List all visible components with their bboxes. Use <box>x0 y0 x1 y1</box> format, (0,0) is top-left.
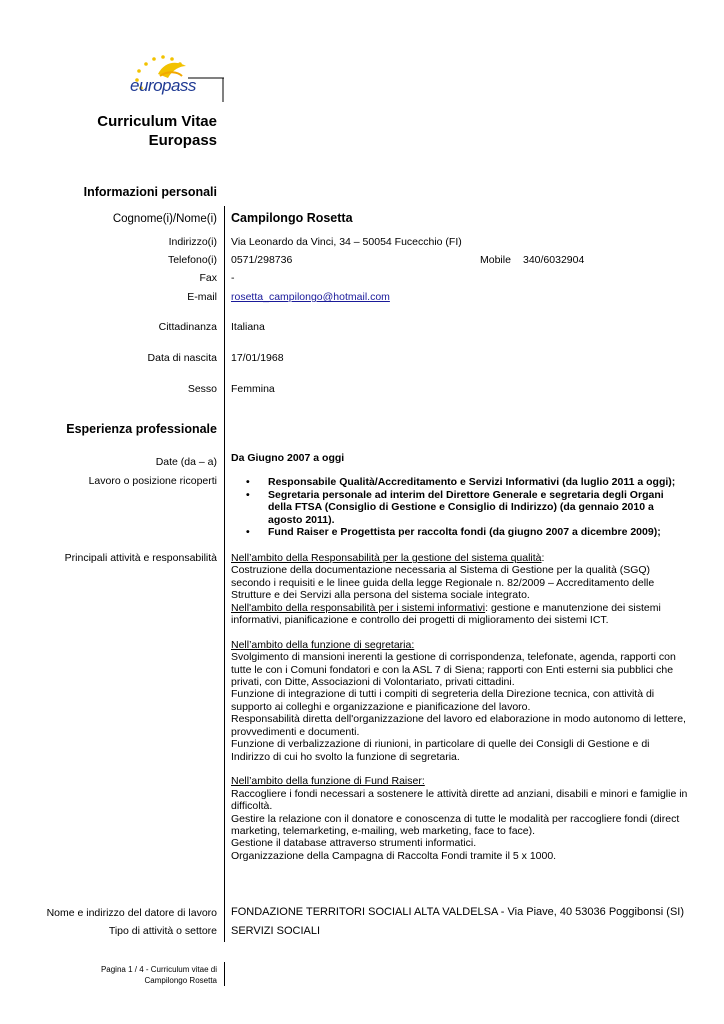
role-label: Lavoro o posizione ricoperti <box>88 475 217 487</box>
role-list <box>231 476 686 539</box>
secretary-line: Svolgimento di mansioni inerenti la gestione di corrispondenza, telefonate, agenda, rapporti con tutte le con i Comuni fondatori e con la ASL 7 di Siena; rapporti con Enti esterni sia pubblici che privati, con Ditte, Associazioni di Volontariato, privati cittadini. <box>231 651 676 689</box>
address-value: Via Leonardo da Vinci, 34 – 50054 Fucecchio (FI) <box>231 236 462 248</box>
column-divider <box>224 206 225 942</box>
fundraiser-line: Raccogliere i fondi necessari a sostenere le attività dirette ad anziani, disabili e minori e famiglie in difficoltà. <box>231 787 688 813</box>
role-text: Fund Raiser e Progettista per raccolta fondi (da giugno 2007 a dicembre 2009); <box>268 526 661 538</box>
mobile-label: Mobile <box>480 254 511 266</box>
europass-logo <box>124 52 228 102</box>
activities-label: Principali attività e responsabilità <box>64 552 217 564</box>
bullet-icon: • <box>246 488 250 501</box>
mobile-value: 340/6032904 <box>523 254 585 266</box>
secretary-heading: Nell’ambito della funzione di segretaria: <box>231 638 415 651</box>
birthdate-value: 17/01/1968 <box>231 352 284 364</box>
role-text: Segretaria personale ad interim del Direttore Generale e segretaria degli Organi della FTSA (Consiglio di Gestione e Consiglio di Indirizzo) (da gennaio 2010 a agosto 2011). <box>268 488 664 526</box>
fax-label: Fax <box>199 272 217 284</box>
quality-text: Costruzione della documentazione necessaria al Sistema di Gestione per la qualità (SGQ) secondo i requisiti e le linee guida della legge Regionale n. 82/2009 – Accreditamento delle Strutture e dei Servizi alla persona del sistema sociale integrato. <box>231 564 655 602</box>
full-name: Campilongo Rosetta <box>231 211 353 225</box>
secretary-line: Responsabilità diretta dell'organizzazione del lavoro ed elaborazione in modo autonomo di lettere, provvedimenti e documenti. <box>231 713 686 738</box>
list-item <box>231 476 686 489</box>
footer-divider <box>224 962 225 986</box>
fundraiser-line: Organizzazione della Campagna di Raccolta Fondi tramite il 5 x 1000. <box>231 849 557 862</box>
bullet-icon: • <box>246 476 250 488</box>
secretary-line: Funzione di integrazione di tutti i compiti di segreteria della Direzione tecnica, con attività di supporto ai colleghi e organizzazione e pianificazione del lavoro. <box>231 688 655 713</box>
birthdate-label: Data di nascita <box>147 352 217 364</box>
employer-value: FONDAZIONE TERRITORI SOCIALI ALTA VALDELSA - Via Piave, 40 53036 Poggibonsi (SI) <box>231 906 685 918</box>
secretary-line: Funzione di verbalizzazione di riunioni, in particolare di quelle dei Consigli di Gestione e di Indirizzo di cui ho svolto la funzione di segretaria. <box>231 738 650 763</box>
section-personal-info: Informazioni personali <box>83 185 217 199</box>
citizenship-value: Italiana <box>231 321 265 333</box>
sex-label: Sesso <box>187 383 217 395</box>
address-label: Indirizzo(i) <box>168 236 217 248</box>
footer-line1: Pagina 1 / 4 - Curriculum vitae di <box>100 965 217 974</box>
fundraiser-line: Gestione il database attraverso strumenti informatici. <box>231 837 477 850</box>
phone-label: Telefono(i) <box>167 254 217 266</box>
name-label: Cognome(i)/Nome(i) <box>112 213 217 225</box>
sex-value: Femmina <box>231 383 275 395</box>
footer-line2: Campilongo Rosetta <box>144 976 217 985</box>
list-item <box>231 526 686 539</box>
citizenship-label: Cittadinanza <box>158 321 217 333</box>
fundraiser-heading: Nell’ambito della funzione di Fund Raiser: <box>231 775 425 788</box>
email-link[interactable]: rosetta_campilongo@hotmail.com <box>231 291 390 303</box>
date-label: Date (da – a) <box>155 456 217 468</box>
quality-heading: Nell’ambito della Responsabilità per la gestione del sistema qualità <box>231 552 542 564</box>
activities-block: Nell’ambito della Responsabilità per la gestione del sistema qualità: Costruzione della documentazione necessaria al Sistema di Gestione per la qualità (SGQ) secondo i requisiti e le linee guida della legge Regionale n. 82/2009 – Accreditamento delle Strutture e dei Servizi alla persona del sistema sociale integrato. Nell'ambito della responsabilità per i sistemi informativi: gestione e manutenzione dei sistemi informativi, pianificazione e controllo dei progetti di miglioramento dei sistemi ICT. Nell’ambito della funzione di segretaria: Svolgimento di mansioni inerenti la gestione di corrispondenza, telefonate, agenda, rapporti con tutte le con i Comuni fondatori e con la ASL 7 di Siena; rapporti con Enti esterni sia pubblici che privati, con Ditte, Associazioni di Volontariato, privati cittadini. Funzione di integrazione di tutti i compiti di segreteria della Direzione tecnica, con attività di supporto ai colleghi e organizzazione e pianificazione del lavoro. Responsabilità diretta dell'organizzazione del lavoro ed elaborazione in modo autonomo di lettere, provvedimenti e documenti. Funzione di verbalizzazione di riunioni, in particolare di quelle dei Consigli di Gestione e di Indirizzo di cui ho svolto la funzione di segretaria. Nell’ambito della funzione di Fund Raiser: Raccogliere i fondi necessari a sostenere le attività dirette ad anziani, disabili e minori e famiglie in difficoltà. Gestire la relazione con il donatore e conoscenza di tutte le modalità per raccogliere fondi (direct marketing, telemarketing, e-mailing, web marketing, face to face). Gestione il database attraverso strumenti informatici. Organizzazione della Campagna di Raccolta Fondi tramite il 5 x 1000. <box>231 552 691 862</box>
role-list-container <box>231 476 686 539</box>
date-value: Da Giugno 2007 a oggi <box>231 452 345 464</box>
employer-label: Nome e indirizzo del datore di lavoro <box>46 907 217 919</box>
is-text: : gestione e manutenzione dei sistemi informativi, pianificazione e controllo dei progetti di miglioramento dei sistemi ICT. <box>231 601 661 627</box>
sector-label: Tipo di attività o settore <box>108 925 217 937</box>
cv-title-line2: Europass <box>148 132 217 149</box>
role-text: Responsabile Qualità/Accreditamento e Servizi Informativi (da luglio 2011 a oggi); <box>268 476 676 488</box>
sector-value: SERVIZI SOCIALI <box>231 925 321 937</box>
list-item <box>231 489 686 527</box>
bullet-icon: • <box>246 526 250 538</box>
section-experience: Esperienza professionale <box>66 422 217 436</box>
cv-title-line1: Curriculum Vitae <box>97 113 217 130</box>
email-label: E-mail <box>187 291 217 303</box>
phone-value: 0571/298736 <box>231 254 293 266</box>
fax-value: - <box>231 272 235 284</box>
fundraiser-line: Gestire la relazione con il donatore e conoscenza di tutte le modalità per raccogliere fondi (direct marketing, telemarketing, e-mailing, web marketing, face to face). <box>231 812 680 837</box>
logo-text: europass <box>130 76 196 95</box>
is-heading: Nell'ambito della responsabilità per i sistemi informativi <box>231 601 486 614</box>
